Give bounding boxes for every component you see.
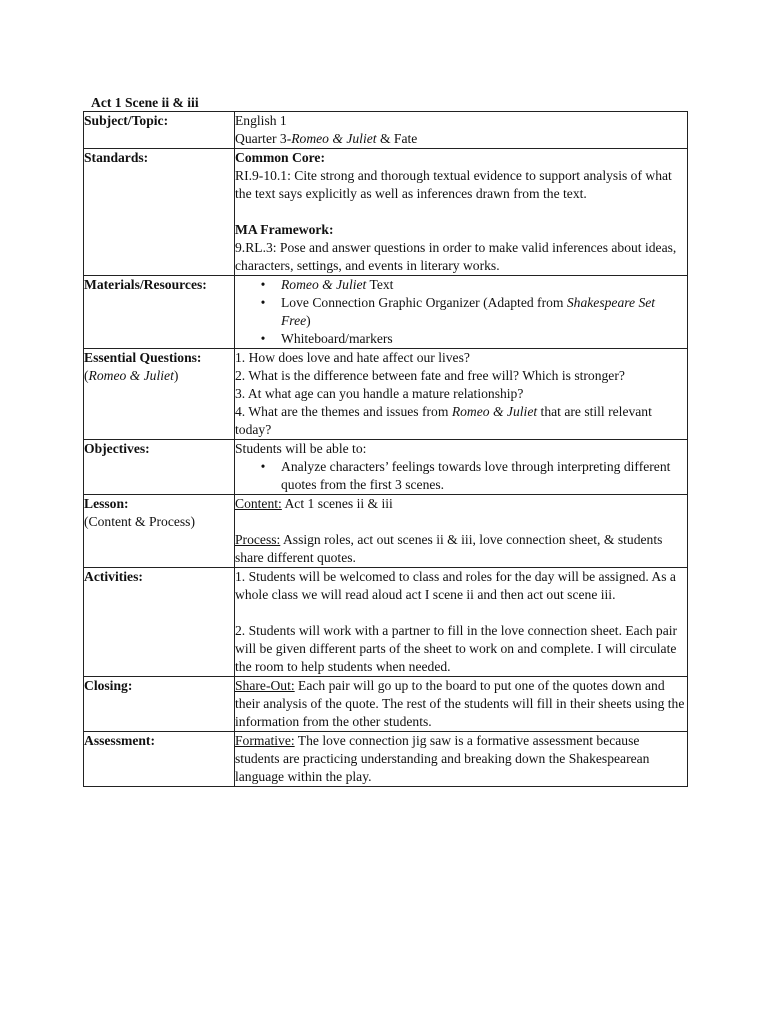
row-label-cell [84,677,235,732]
objectives-content [235,440,688,495]
table-row-subject [84,112,688,149]
ma-framework-text: 9.RL.3: Pose and answer questions in order to make valid inferences about ideas, characters, settings, and events in literary works. [235,240,677,273]
closing-label: Closing: [84,678,133,693]
spacer [235,604,687,622]
essential-sublabel-title: Romeo & Juliet [88,368,174,383]
objectives-label: Objectives: [84,441,150,456]
question-1: 1. How does love and hate affect our lives? [235,350,470,365]
bullet-icon: • [260,295,266,310]
list-item [235,294,687,330]
share-out-label: Share-Out: [235,678,295,693]
formative-label: Formative: [235,733,295,748]
row-label-cell [84,568,235,677]
question-3: 3. At what age can you handle a mature relationship? [235,386,524,401]
row-label-cell [84,112,235,149]
standards-label: Standards: [84,150,149,165]
lesson-content [235,495,688,568]
content-label: Content: [235,496,282,511]
standards-content [235,149,688,276]
subject-line-1: English 1 [235,113,287,128]
lesson-plan-table [83,111,688,787]
row-label-cell [84,276,235,349]
lesson-content-line [235,495,687,513]
materials-item-source: Shakespeare Set Free [281,295,656,328]
row-label-cell [84,440,235,495]
activity-2: 2. Students will work with a partner to fill in the love connection sheet. Each pair will be given different parts of the sheet to work on and complete. I will circulate the room to help students when needed. [235,623,678,674]
essential-questions-content [235,349,688,440]
spacer [235,513,687,531]
row-label-cell [84,495,235,568]
objectives-list [235,458,687,494]
activities-content [235,568,688,677]
table-row-activities [84,568,688,677]
materials-item-text: Love Connection Graphic Organizer (Adapted from [281,295,567,310]
subject-label: Subject/Topic: [84,113,169,128]
objective-text: Analyze characters’ feelings towards love through interpreting different quotes from the first 3 scenes. [281,459,671,492]
question-4 [235,403,687,439]
bullet-icon: • [260,331,266,346]
bullet-icon: • [260,277,266,292]
ma-framework-heading: MA Framework: [235,222,334,237]
common-core-heading: Common Core: [235,150,325,165]
question-2: 2. What is the difference between fate and free will? Which is stronger? [235,368,625,383]
lesson-label: Lesson: [84,496,129,511]
assessment-content [235,732,688,787]
subject-line-2 [235,130,687,148]
question-4-prefix: 4. What are the themes and issues from [235,404,452,419]
subject-content [235,112,688,149]
materials-item-suffix: Text [366,277,394,292]
materials-list [235,276,687,348]
row-label-cell [84,732,235,787]
subject-play-title: Romeo & Juliet [291,131,377,146]
materials-content [235,276,688,349]
table-row-objectives [84,440,688,495]
bullet-icon: • [260,459,266,474]
essential-questions-sublabel: (Romeo & Juliet) [84,368,179,383]
assessment-label: Assessment: [84,733,155,748]
table-row-standards [84,149,688,276]
process-label: Process: [235,532,281,547]
lesson-process-line [235,531,687,567]
essential-questions-label: Essential Questions: [84,350,202,365]
table-row-assessment [84,732,688,787]
assessment-text [235,732,687,786]
objectives-intro: Students will be able to: [235,441,367,456]
table-row-essential-questions [84,349,688,440]
activities-label: Activities: [84,569,143,584]
document-title: Act 1 Scene ii & iii [91,95,199,110]
share-out-text: Each pair will go up to the board to put one of the quotes down and their analysis of the quote. The rest of the students will fill in their sheets using the information from the other students. [235,678,685,729]
row-label-cell [84,149,235,276]
lesson-sublabel: (Content & Process) [84,514,196,529]
formative-text: The love connection jig saw is a formative assessment because students are practicing understanding and breaking down the Shakespearean language within the play. [235,733,650,784]
common-core-text: RI.9-10.1: Cite strong and thorough textual evidence to support analysis of what the text says explicitly as well as inferences drawn from the text. [235,168,672,201]
activity-1: 1. Students will be welcomed to class and roles for the day will be assigned. As a whole class we will read aloud act I scene ii and then act out scene iii. [235,569,676,602]
subject-quarter-text: Quarter 3- [235,131,292,146]
table-row-closing [84,677,688,732]
table-row-lesson [84,495,688,568]
materials-item-title: Romeo & Juliet [281,277,367,292]
list-item [235,458,687,494]
closing-text [235,677,687,731]
content-text: Act 1 scenes ii & iii [281,496,393,511]
table-row-materials [84,276,688,349]
process-text: Assign roles, act out scenes ii & iii, love connection sheet, & students share different quotes. [235,532,663,565]
list-item [235,276,687,294]
materials-label: Materials/Resources: [84,277,207,292]
subject-topic-suffix: & Fate [376,131,418,146]
list-item [235,330,687,348]
materials-item-text: Whiteboard/markers [281,331,393,346]
materials-item-suffix: ) [306,313,311,328]
closing-content [235,677,688,732]
spacer [235,203,687,221]
question-4-suffix: that are still relevant today? [235,404,652,437]
row-label-cell [84,349,235,440]
question-4-title: Romeo & Juliet [451,404,538,419]
